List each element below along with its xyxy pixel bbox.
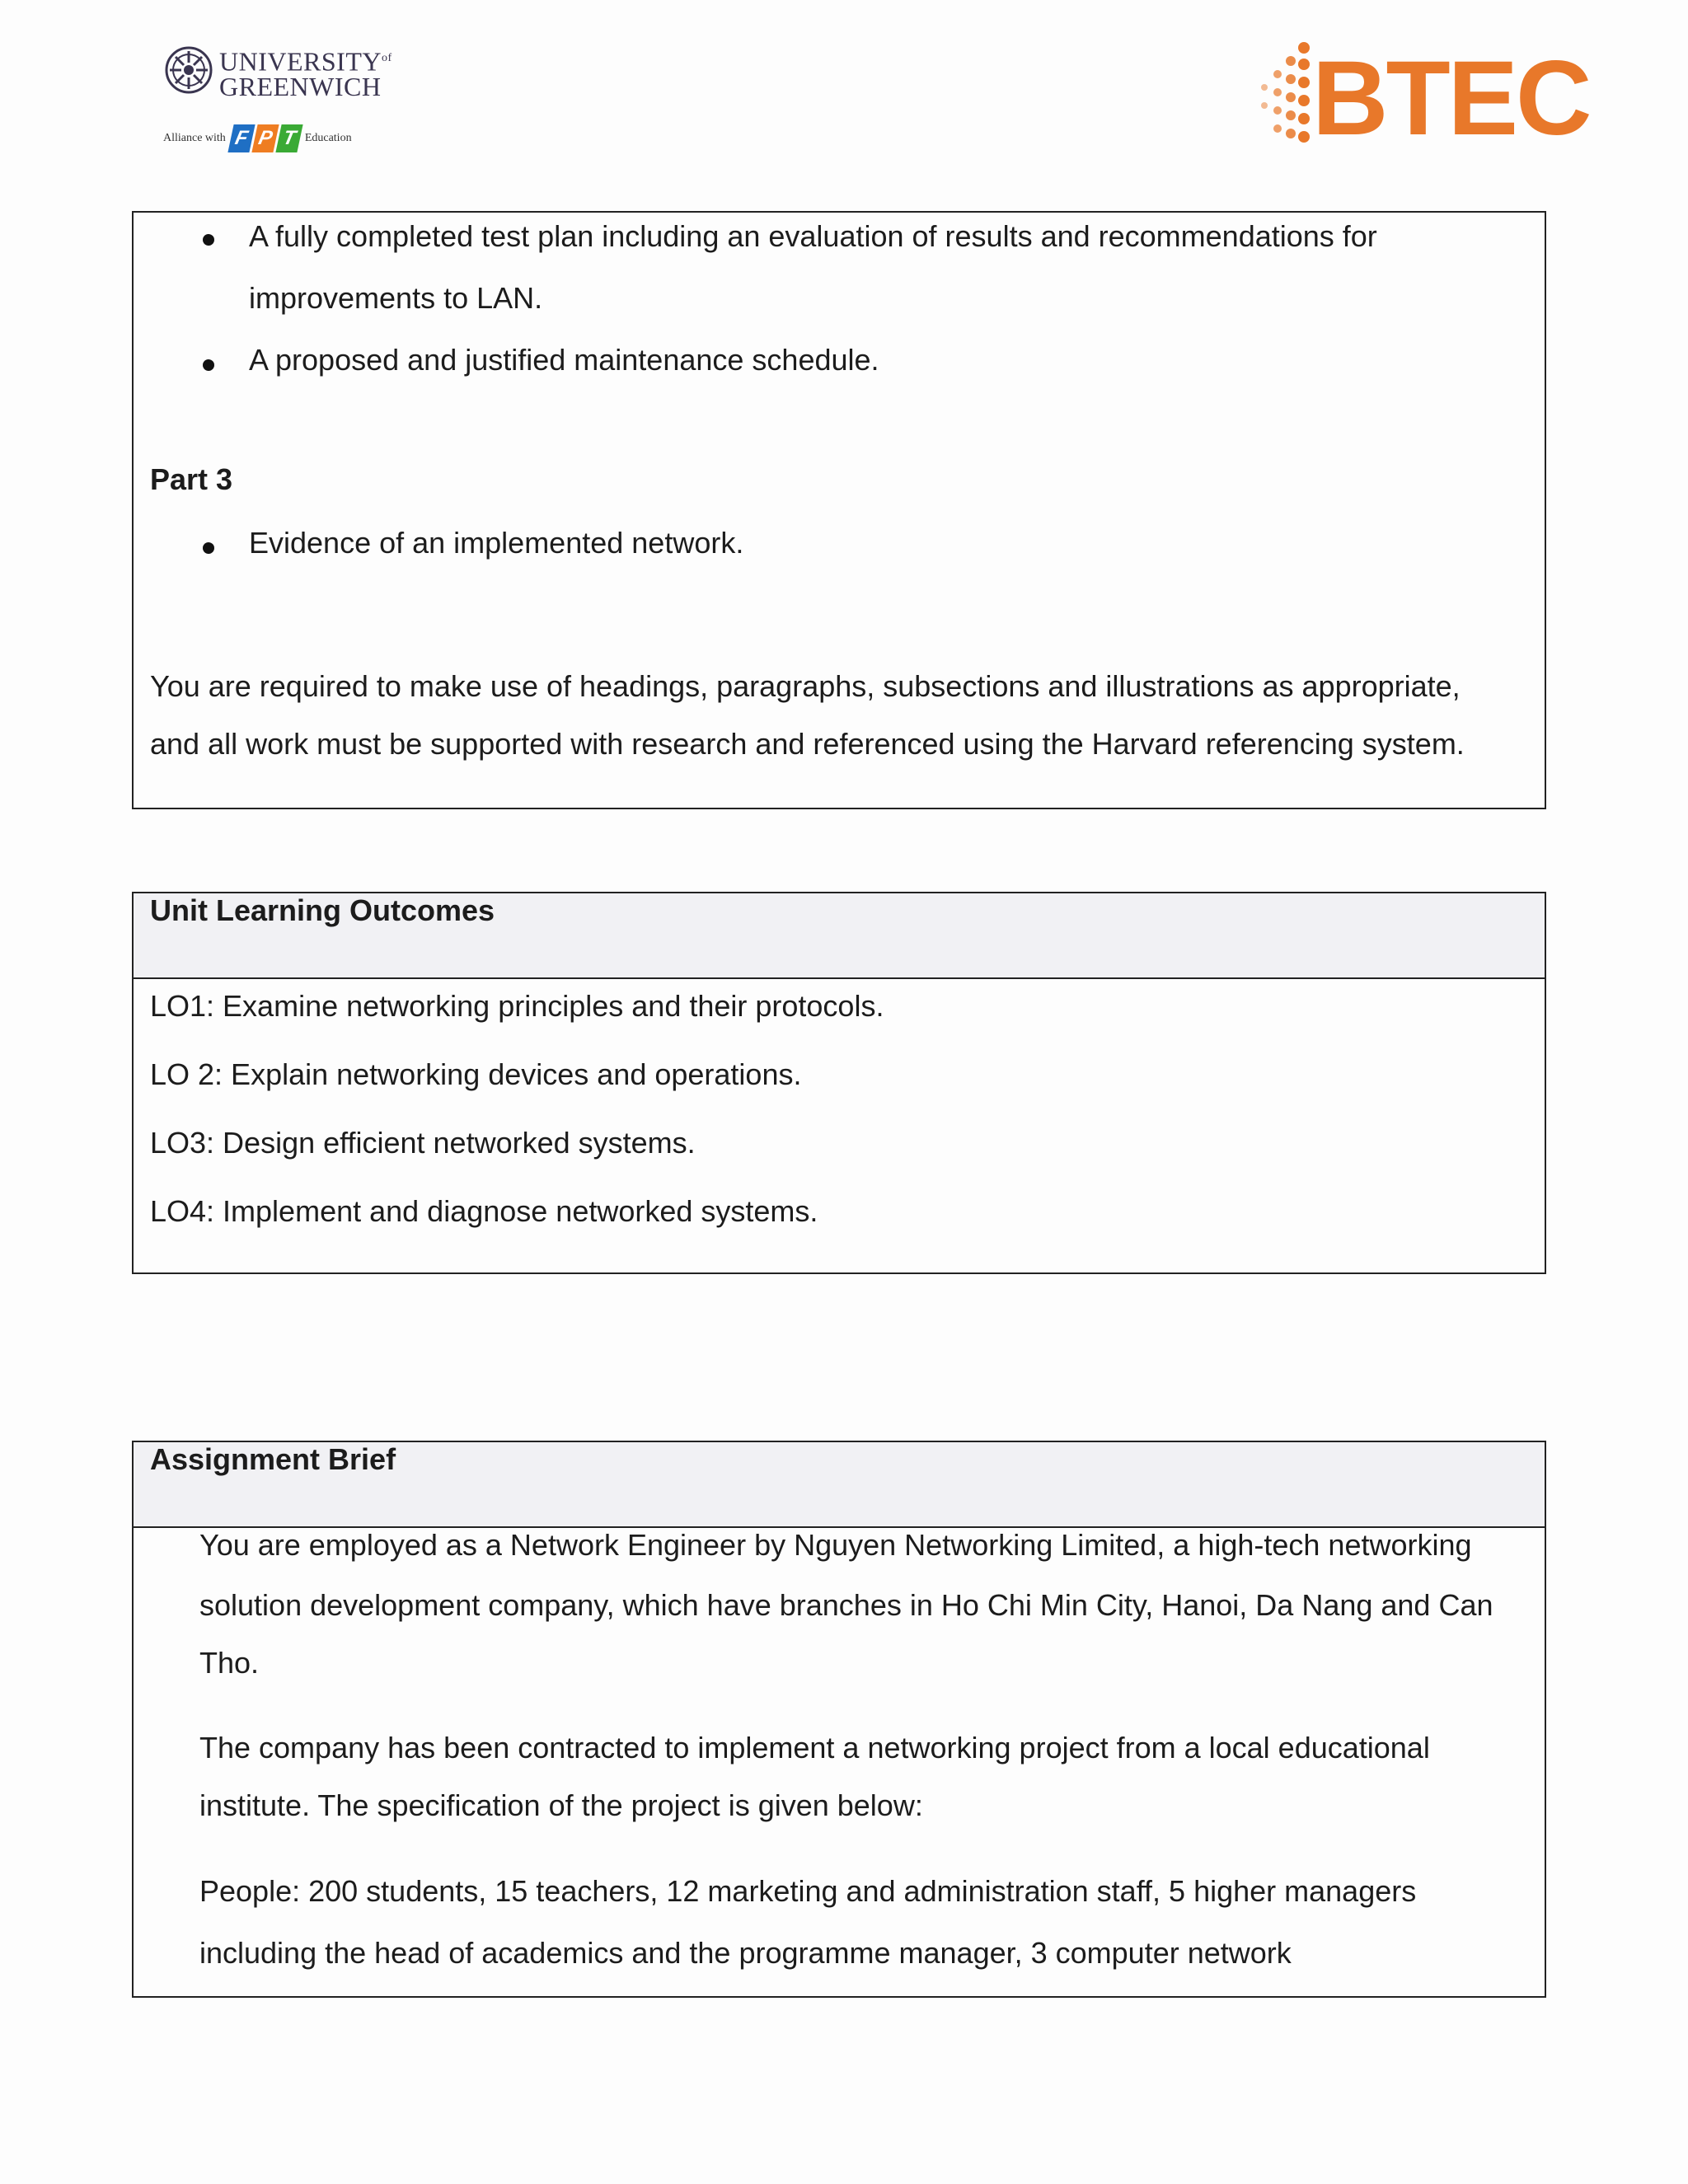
- bullet-icon: [203, 542, 214, 554]
- requirement-line1: You are required to make use of headings, paragraphs, subsections and illustrations as appropriate,: [150, 669, 1461, 703]
- brief-para3-line1: People: 200 students, 15 teachers, 12 marketing and administration staff, 5 higher managers: [199, 1874, 1417, 1908]
- learning-outcome-lo4: LO4: Implement and diagnose networked systems.: [150, 1194, 818, 1228]
- alliance-prefix: Alliance with: [163, 132, 226, 144]
- brief-para1-line3: Tho.: [199, 1646, 260, 1680]
- learning-outcomes-header: [134, 893, 1545, 979]
- btec-dots-icon: [1250, 36, 1315, 152]
- btec-logo-text: BTEC: [1312, 40, 1590, 157]
- alliance-suffix: Education: [304, 132, 352, 144]
- learning-outcome-lo3: LO3: Design efficient networked systems.: [150, 1126, 696, 1160]
- deliverables-box: [132, 211, 1546, 809]
- bullet-icon: [203, 359, 214, 371]
- deliverable-implemented-network: Evidence of an implemented network.: [249, 526, 744, 560]
- learning-outcome-lo1: LO1: Examine networking principles and their protocols.: [150, 989, 884, 1023]
- requirement-line2: and all work must be supported with research and referenced using the Harvard referencing system.: [150, 727, 1465, 761]
- brief-para1-line1: You are employed as a Network Engineer by Nguyen Networking Limited, a high-tech networking: [199, 1528, 1472, 1562]
- bullet-icon: [203, 234, 214, 246]
- brief-para2-line1: The company has been contracted to implement a networking project from a local educational: [199, 1731, 1430, 1765]
- brief-para3-line2: including the head of academics and the programme manager, 3 computer network: [199, 1936, 1292, 1970]
- learning-outcome-lo2: LO 2: Explain networking devices and operations.: [150, 1057, 802, 1091]
- university-of-greenwich-logo: [162, 40, 392, 163]
- brief-para1-line2: solution development company, which have branches in Ho Chi Min City, Hanoi, Da Nang and Can: [199, 1588, 1493, 1622]
- fpt-letter-f: F: [227, 124, 255, 152]
- deliverable-test-plan-line1: A fully completed test plan including an evaluation of results and recommendations for: [249, 219, 1377, 253]
- learning-outcomes-box: [132, 892, 1546, 1274]
- btec-logo: [1250, 36, 1590, 157]
- assignment-brief-header: [134, 1442, 1545, 1528]
- deliverable-maintenance-schedule: A proposed and justified maintenance schedule.: [249, 343, 879, 377]
- fpt-logo: [231, 124, 300, 152]
- fpt-alliance-badge: [163, 122, 352, 155]
- university-name: $UNIVERSITY^{of}$ GREENWICH: [219, 46, 392, 101]
- fpt-letter-t: T: [275, 124, 302, 152]
- brief-para2-line2: institute. The specification of the project is given below:: [199, 1788, 923, 1822]
- university-crest-icon: [165, 46, 213, 94]
- learning-outcomes-heading: Unit Learning Outcomes: [150, 893, 495, 927]
- deliverable-test-plan-line2: improvements to LAN.: [249, 281, 543, 315]
- assignment-brief-box: [132, 1441, 1546, 1998]
- fpt-letter-p: P: [251, 124, 279, 152]
- assignment-brief-heading: Assignment Brief: [150, 1442, 396, 1476]
- part3-heading: Part 3: [150, 462, 233, 496]
